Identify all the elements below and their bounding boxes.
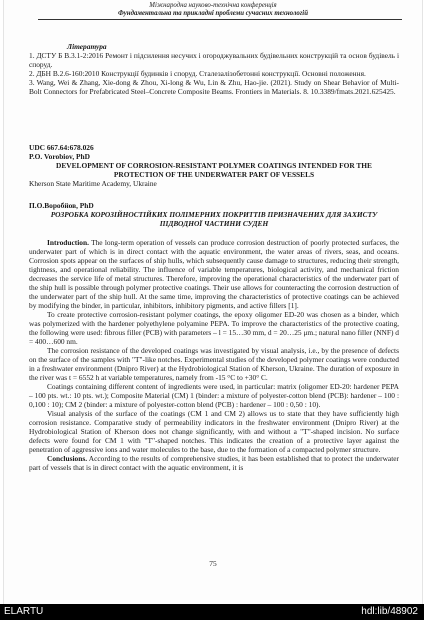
body-paragraph: Coatings containing different content of ingredients were used, in particular: matrix (oligomer ED-20: hardener PEPA – 100 pts. wt.: 10 pts. wt.); Composite Material (CM) 1 (binder: a mixture of polyester-cotton blend (PCB): hardener – 100 : 0,100 : 10); CM 2 (binder: a mixture of polyester-cotton blend (PCB) : hardener – 100 : 0,50 : 10). [29,382,399,409]
udc-code: UDC 667.64:678.026 [29,143,94,152]
body-paragraph: To create protective corrosion-resistant polymer coatings, the epoxy oligomer ED-20 was chosen as a binder, which was polymerized with the hardener polyethylene polyamine PEPA. To improve the characteristics of the protective coating, the following were used: fibrous filler (PCB) with parameters – l = 15…30 mm, d = 20…25 μm.; natural nano filler (NNF) d = 400…600 nm. [29,310,399,346]
conclusions-label: Conclusions. [47,454,88,463]
article-body [29,238,399,472]
handle-id: hdl:lib/48902 [361,606,418,617]
conclusions-paragraph [29,454,399,472]
article-title-ua: РОЗРОБКА КОРОЗІЙНОСТІЙКИХ ПОЛІМЕРНИХ ПОКРИТТІВ ПРИЗНАЧЕНИХ ДЛЯ ЗАХИСТУ ПІДВОДНОЇ ЧАСТИНИ СУДЕН [50,210,378,228]
conclusions-text: According to the results of comprehensive studies, it has been established that to protect the underwater part of vessels that is in direct contact with the aquatic environment, it is [29,454,399,472]
author-en: P.O. Vorobiov, PhD [29,152,90,161]
affiliation: Kherson State Maritime Academy, Ukraine [29,179,157,188]
page-number: 75 [209,559,217,568]
article-title-en: DEVELOPMENT OF CORROSION-RESISTANT POLYMER COATINGS INTENDED FOR THE PROTECTION OF THE UNDERWATER PART OF VESSELS [55,161,372,179]
introduction-paragraph [29,238,399,310]
references-heading: Література [67,42,107,51]
repository-footer [0,604,424,620]
header-rule [38,19,402,20]
introduction-label: Introduction. [47,238,89,247]
body-paragraph: Visual analysis of the surface of the coatings (CM 1 and CM 2) allows us to state that they have sufficiently high corrosion resistance. Comparative study of permeability indicators in the freshwater environment (Dnipro River) at the Hydrobiological Station of Kherson does not change significantly, with and without a "T"-shaped incision. No surface defects were found for CM 1 with "T"-shaped notches. This indicates the creation of a protective layer against the penetration of aggressive ions and water molecules to the base, due to the formation of a compacted polymer structure. [29,409,399,454]
author-ua: П.О.Воробйов, PhD [29,201,94,210]
article-header-ua [29,201,399,228]
article-header [29,143,399,188]
reference-item: 1. ДСТУ Б В.3.1-2:2016 Ремонт і підсилення несучих і огороджувальних будівельних конструкцій та основ будівель і споруд. [29,51,399,69]
introduction-text: The long-term operation of vessels can produce corrosion destruction of poorly protected surfaces, the underwater part of which is in direct contact with the aquatic environment, the water areas of rivers, seas, and oceans. Corrosion spots appear on the surfaces of ship hulls, which subsequently cause damage to structures, reducing their strength, tightness, and operational reliability. The influence of variable temperatures, biological activity, and mechanical friction decreases the service life of metal structures. Therefore, improving the operational characteristics of the underwater part of the ship hull is possible through polymer protective coatings. Their use allows for counteracting the corrosion destruction of the underwater part of the ship hull. At the same time, improving the characteristics of protective coatings can be achieved by modifying the binder, in particular, inhibitors, inhibitory pigments, and active fillers [1]. [29,238,399,310]
reference-item: 3. Wang, Wei & Zhang, Xie-dong & Zhou, Xi-long & Wu, Lin & Zhu, Hao-jie. (2021). Study on Shear Behavior of Multi-Bolt Connectors for Prefabricated Steel–Concrete Composite Beams. Frontiers in Materials. 8. 10.3389/fmats.2021.625425. [29,78,399,96]
document-page [3,0,423,604]
reference-item: 2. ДБН В.2.6-160:2010 Конструкції будинків і споруд. Сталезалізобетонні конструкції. Основні положення. [29,69,366,78]
references-section [29,42,399,96]
repository-name: ELARTU [4,606,44,617]
conference-subtitle: Фундаментальна та прикладні проблеми сучасних технологій [118,10,308,17]
body-paragraph: The corrosion resistance of the developed coatings was investigated by visual analysis, i.e., by the presence of defects on the surface of the samples with "T"-like notches. Experimental studies of the developed polymer coatings were conducted in a freshwater environment (Dnipro River) at the Hydrobiological Station of Kherson, Ukraine. The duration of exposure in the river was t = 6552 h at variable temperatures, namely from -15 °C to +30° C. [29,346,399,382]
running-header [4,2,422,18]
conference-name: Міжнародна науково-технічна конференція [149,2,277,9]
